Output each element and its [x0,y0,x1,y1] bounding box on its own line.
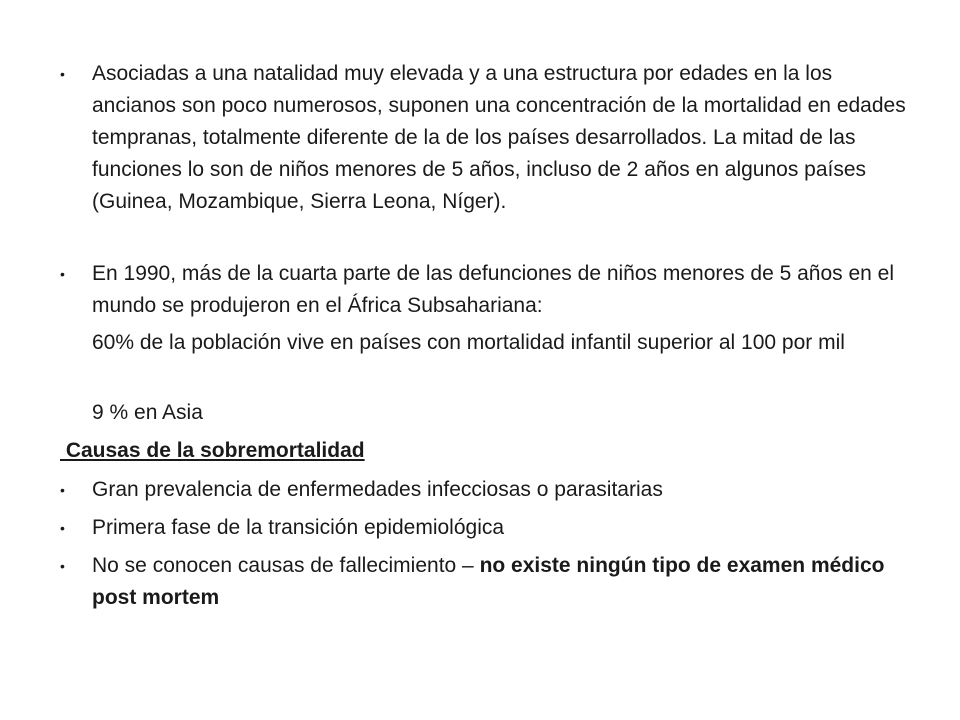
paragraph-natalidad: Asociadas a una natalidad muy elevada y a una estructura por edades en la los ancianos son poco numerosos, suponen una concentración de la mortalidad en edades tempranas, totalmente diferente de la de los países desarrollados. La mitad de las funciones lo son de niños menores de 5 años, incluso de 2 años en algunos países (Guinea, Mozambique, Sierra Leona, Níger). [92,62,906,213]
paragraph-1990: En 1990, más de la cuarta parte de las defunciones de niños menores de 5 años en el mundo se produjeron en el África Subsahariana: [92,262,895,317]
causas-bold-text: no existe ningún tipo de examen médico post mortem [92,554,885,609]
paragraph-asia: 9 % en Asia [92,401,203,424]
causas-plain-text: No se conocen causas de fallecimiento – [92,554,480,577]
bullet-5: • [60,558,65,574]
bullet-1: • [60,66,65,82]
heading-causas: Causas de la sobremortalidad [60,439,365,462]
bullet-3: • [60,482,65,498]
paragraph-prevalencia: Gran prevalencia de enfermedades infecciosas o parasitarias [92,478,663,501]
bullet-2: • [60,266,65,282]
paragraph-60-percent: 60% de la población vive en países con mortalidad infantil superior al 100 por mil [92,331,845,354]
paragraph-causas-fallecimiento [92,550,914,614]
paragraph-transicion: Primera fase de la transición epidemiológica [92,516,505,539]
bullet-4: • [60,520,65,536]
